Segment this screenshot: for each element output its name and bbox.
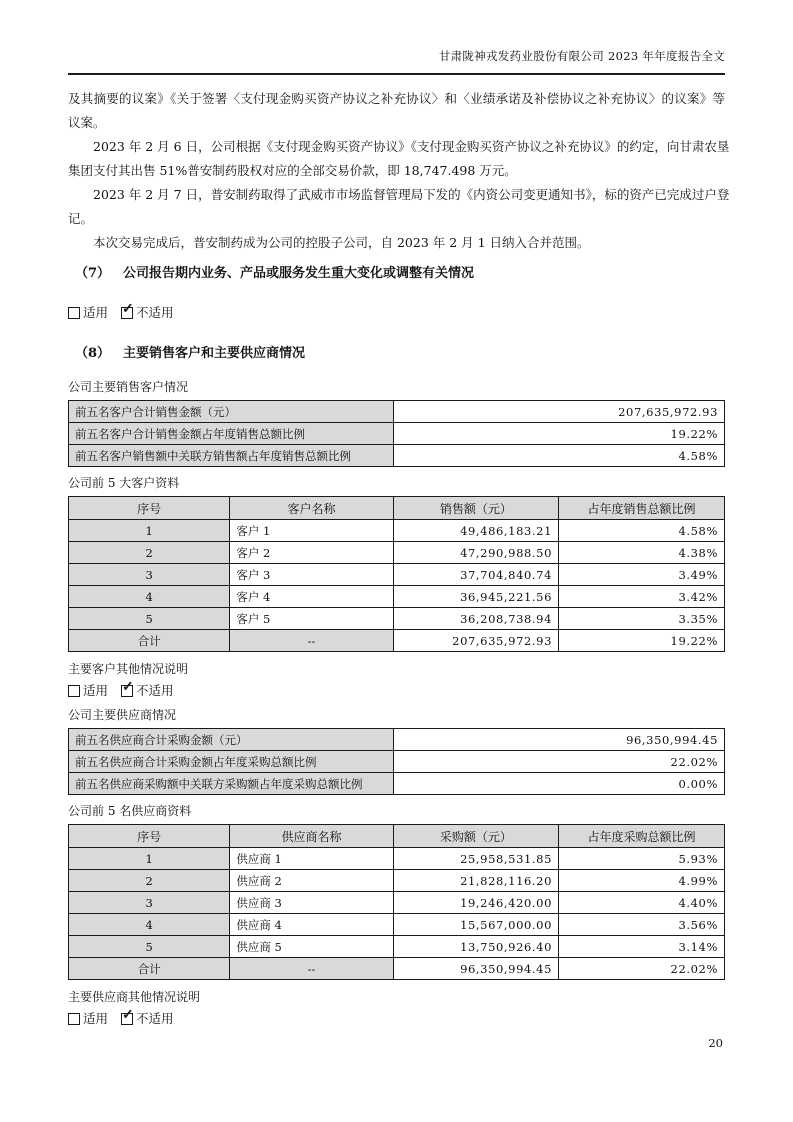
table-cell: 1 (69, 848, 230, 870)
table-row (69, 892, 725, 914)
column-header: 序号 (69, 825, 230, 848)
table-row (69, 586, 725, 608)
table-cell: 4.58% (394, 445, 725, 467)
table-cell: 22.02% (394, 751, 725, 773)
table-row (69, 630, 725, 652)
table-cell: 3.42% (559, 586, 725, 608)
table-cell: 前五名供应商合计采购金额占年度采购总额比例 (69, 751, 394, 773)
table-cell: 21,828,116.20 (393, 870, 558, 892)
checkbox-unchecked-icon (68, 1013, 80, 1025)
applicable-option (68, 1011, 108, 1027)
applicable-label: 适用 (83, 683, 109, 698)
table-cell: 4 (69, 586, 230, 608)
table-cell: 3.14% (559, 936, 725, 958)
table-cell: 客户 1 (230, 520, 393, 542)
table-cell: 5 (69, 936, 230, 958)
paragraph-line: 集团支付其出售 51%普安制药股权对应的全部交易价款，即 18,747.498 万元。 (68, 163, 517, 178)
table-cell: 3.56% (559, 914, 725, 936)
section-number: （8） (75, 346, 111, 361)
page-number: 20 (708, 1036, 723, 1050)
table-row (69, 958, 725, 980)
table-row (69, 729, 725, 751)
checkbox-checked-icon (121, 679, 134, 697)
table-cell: 2 (69, 542, 230, 564)
table-cell: 3.49% (559, 564, 725, 586)
table-row (69, 936, 725, 958)
paragraph-line: 2023 年 2 月 6 日，公司根据《支付现金购买资产协议》《支付现金购买资产协议之补充协议》的约定，向甘肃农垦 (93, 139, 730, 154)
table-cell: 0.00% (394, 773, 725, 795)
section-heading-8 (68, 345, 725, 363)
table-row (69, 848, 725, 870)
table-row (69, 608, 725, 630)
column-header: 销售额（元） (393, 497, 558, 520)
table-row (69, 445, 725, 467)
table-cell: -- (230, 630, 393, 652)
table-cell: 客户 5 (230, 608, 393, 630)
table-cell: 4.38% (559, 542, 725, 564)
table-cell: 207,635,972.93 (393, 630, 558, 652)
supplier-note-label: 主要供应商其他情况说明 (68, 990, 201, 1004)
checkbox-unchecked-icon (68, 685, 80, 697)
not-applicable-label: 不适用 (136, 683, 174, 698)
top-customers-caption: 公司前 5 大客户资料 (68, 476, 180, 490)
applicable-option (68, 683, 108, 699)
table-cell: 36,945,221.56 (393, 586, 558, 608)
table-row (69, 914, 725, 936)
customer-summary-table (68, 400, 725, 467)
column-header: 占年度销售总额比例 (559, 497, 725, 520)
supplier-summary-caption: 公司主要供应商情况 (68, 708, 177, 722)
section-title: 主要销售客户和主要供应商情况 (123, 346, 306, 361)
table-cell: 供应商 1 (230, 848, 393, 870)
applicable-label: 适用 (83, 305, 109, 320)
paragraph-line: 本次交易完成后，普安制药成为公司的控股子公司，自 2023 年 2 月 1 日纳入合并范围。 (93, 235, 590, 250)
table-cell: 5.93% (559, 848, 725, 870)
table-cell: 前五名客户销售额中关联方销售额占年度销售总额比例 (69, 445, 394, 467)
supplier-summary-table (68, 728, 725, 795)
page-header (68, 0, 725, 75)
table-cell: 4.58% (559, 520, 725, 542)
top-suppliers-caption: 公司前 5 名供应商资料 (68, 804, 192, 818)
table-cell: 合计 (69, 958, 230, 980)
table-cell: 25,958,531.85 (393, 848, 558, 870)
table-cell: 4 (69, 914, 230, 936)
applicability-row (68, 1007, 725, 1027)
top-suppliers-table (68, 824, 725, 980)
check-icon: ✓ (122, 301, 134, 317)
table-cell: 19.22% (559, 630, 725, 652)
table-header-row (69, 497, 725, 520)
column-header: 序号 (69, 497, 230, 520)
table-row (69, 423, 725, 445)
paragraph-line: 及其摘要的议案》《关于签署〈支付现金购买资产协议之补充协议〉和〈业绩承诺及补偿协议之补充协议〉的议案》等 (68, 91, 725, 106)
column-header: 采购额（元） (393, 825, 558, 848)
table-row (69, 870, 725, 892)
body-paragraphs (68, 87, 730, 255)
report-header-title: 甘肃陇神戎发药业股份有限公司 2023 年年度报告全文 (438, 49, 725, 63)
table-cell: 22.02% (559, 958, 725, 980)
paragraph-line: 议案。 (68, 115, 106, 130)
customer-summary-caption: 公司主要销售客户情况 (68, 380, 189, 394)
table-cell: 3 (69, 564, 230, 586)
table-cell: 47,290,988.50 (393, 542, 558, 564)
not-applicable-label: 不适用 (136, 305, 174, 320)
table-row (69, 542, 725, 564)
table-cell: 客户 4 (230, 586, 393, 608)
table-row (69, 564, 725, 586)
table-header-row (69, 825, 725, 848)
customer-note-label: 主要客户其他情况说明 (68, 662, 189, 676)
table-cell: 客户 2 (230, 542, 393, 564)
top-customers-table (68, 496, 725, 652)
applicability-row (68, 301, 725, 321)
table-cell: 49,486,183.21 (393, 520, 558, 542)
column-header: 供应商名称 (230, 825, 393, 848)
table-cell: 4.40% (559, 892, 725, 914)
table-row (69, 401, 725, 423)
table-cell: 36,208,738.94 (393, 608, 558, 630)
table-cell: 96,350,994.45 (394, 729, 725, 751)
section-heading-7 (68, 265, 725, 283)
table-cell: 供应商 2 (230, 870, 393, 892)
section-title: 公司报告期内业务、产品或服务发生重大变化或调整有关情况 (123, 266, 475, 281)
table-row (69, 751, 725, 773)
not-applicable-option (121, 301, 174, 321)
table-cell: 13,750,926.40 (393, 936, 558, 958)
applicability-row (68, 679, 725, 699)
table-cell: 1 (69, 520, 230, 542)
table-row (69, 520, 725, 542)
not-applicable-option (121, 679, 174, 699)
table-cell: 19.22% (394, 423, 725, 445)
check-icon: ✓ (122, 679, 134, 695)
paragraph-line: 记。 (68, 211, 94, 226)
not-applicable-option (121, 1007, 174, 1027)
table-cell: 3.35% (559, 608, 725, 630)
table-cell: 前五名客户合计销售金额占年度销售总额比例 (69, 423, 394, 445)
checkbox-checked-icon (121, 301, 134, 319)
table-cell: 15,567,000.00 (393, 914, 558, 936)
paragraph-line: 2023 年 2 月 7 日，普安制药取得了武威市市场监督管理局下发的《内资公司变更通知书》，标的资产已完成过户登 (93, 187, 730, 202)
check-icon: ✓ (122, 1007, 134, 1023)
table-cell: 供应商 3 (230, 892, 393, 914)
table-cell: 4.99% (559, 870, 725, 892)
column-header: 客户名称 (230, 497, 393, 520)
table-cell: -- (230, 958, 393, 980)
table-cell: 前五名供应商采购额中关联方采购额占年度采购总额比例 (69, 773, 394, 795)
column-header: 占年度采购总额比例 (559, 825, 725, 848)
checkbox-unchecked-icon (68, 307, 80, 319)
checkbox-checked-icon (121, 1007, 134, 1025)
table-cell: 供应商 4 (230, 914, 393, 936)
table-cell: 前五名客户合计销售金额（元） (69, 401, 394, 423)
table-cell: 合计 (69, 630, 230, 652)
table-cell: 37,704,840.74 (393, 564, 558, 586)
table-cell: 5 (69, 608, 230, 630)
table-cell: 供应商 5 (230, 936, 393, 958)
table-cell: 96,350,994.45 (393, 958, 558, 980)
applicable-option (68, 305, 108, 321)
section-number: （7） (75, 266, 111, 281)
applicable-label: 适用 (83, 1011, 109, 1026)
table-cell: 3 (69, 892, 230, 914)
table-cell: 207,635,972.93 (394, 401, 725, 423)
table-row (69, 773, 725, 795)
table-cell: 19,246,420.00 (393, 892, 558, 914)
table-cell: 客户 3 (230, 564, 393, 586)
table-cell: 2 (69, 870, 230, 892)
table-cell: 前五名供应商合计采购金额（元） (69, 729, 394, 751)
not-applicable-label: 不适用 (136, 1011, 174, 1026)
